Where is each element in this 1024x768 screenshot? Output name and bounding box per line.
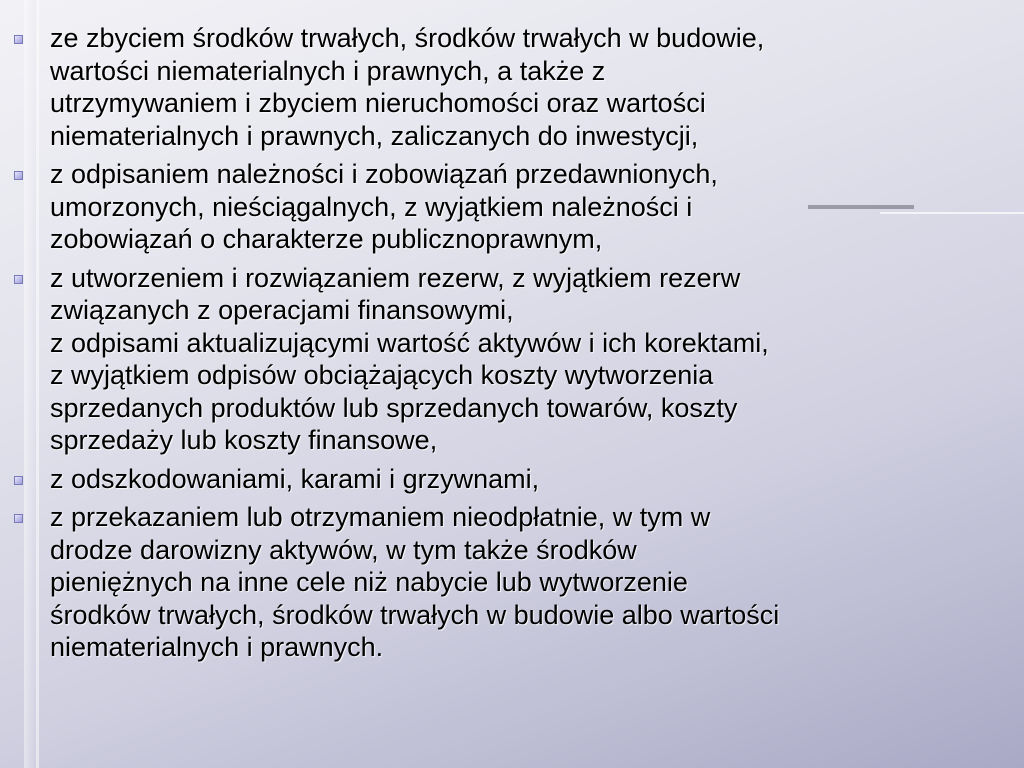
bullet-text-line: z wyjątkiem odpisów obciążających koszty wytworzenia — [50, 360, 714, 390]
bullet-text-line: drodze darowizny aktywów, w tym także środków — [50, 534, 637, 565]
bullet-text-line: zobowiązań o charakterze publicznoprawnym, — [50, 224, 603, 254]
bullet-text-line: związanych z operacjami finansowymi, — [50, 295, 514, 325]
bullet-item — [14, 262, 1004, 457]
square-bullet-icon — [14, 171, 23, 180]
square-bullet-icon — [14, 275, 23, 284]
bullet-text-line: z odszkodowaniami, karami i grzywnami, — [50, 463, 540, 494]
bullet-text-line: z utworzeniem i rozwiązaniem rezerw, z wyjątkiem rezerw — [50, 262, 741, 293]
bullet-item — [14, 22, 1004, 152]
bullet-text-line: z przekazaniem lub otrzymaniem nieodpłatnie, w tym w — [50, 502, 711, 532]
bullet-text-line: sprzedanych produktów lub sprzedanych towarów, koszty — [50, 392, 738, 423]
square-bullet-icon — [14, 476, 23, 485]
bullet-text-line: umorzonych, nieściągalnych, z wyjątkiem należności i — [50, 191, 693, 222]
bullet-item — [14, 501, 1004, 664]
bullet-item — [14, 463, 1004, 496]
bullet-text-line: środków trwałych, środków trwałych w budowie albo wartości — [50, 599, 780, 630]
bullet-text-line: z odpisami aktualizującymi wartość aktywów i ich korektami, — [50, 327, 769, 358]
bullet-text-line: sprzedaży lub koszty finansowe, — [50, 425, 438, 455]
bullet-text-line: niematerialnych i prawnych. — [50, 632, 384, 662]
square-bullet-icon — [14, 35, 23, 44]
bullet-text-line: utrzymywaniem i zbyciem nieruchomości oraz wartości — [50, 88, 706, 118]
square-bullet-icon — [14, 514, 23, 523]
bullet-text-line: ze zbyciem środków trwałych, środków trwałych w budowie, — [50, 23, 765, 53]
bullet-list — [14, 22, 1004, 670]
bullet-text-line: pieniężnych na inne cele niż nabycie lub wytworzenie — [50, 567, 688, 597]
bullet-text-line: niematerialnych i prawnych, zaliczanych do inwestycji, — [50, 120, 699, 151]
bullet-text-line: wartości niematerialnych i prawnych, a także z — [50, 55, 606, 86]
bullet-item — [14, 158, 1004, 256]
bullet-text-line: z odpisaniem należności i zobowiązań przedawnionych, — [50, 159, 718, 189]
